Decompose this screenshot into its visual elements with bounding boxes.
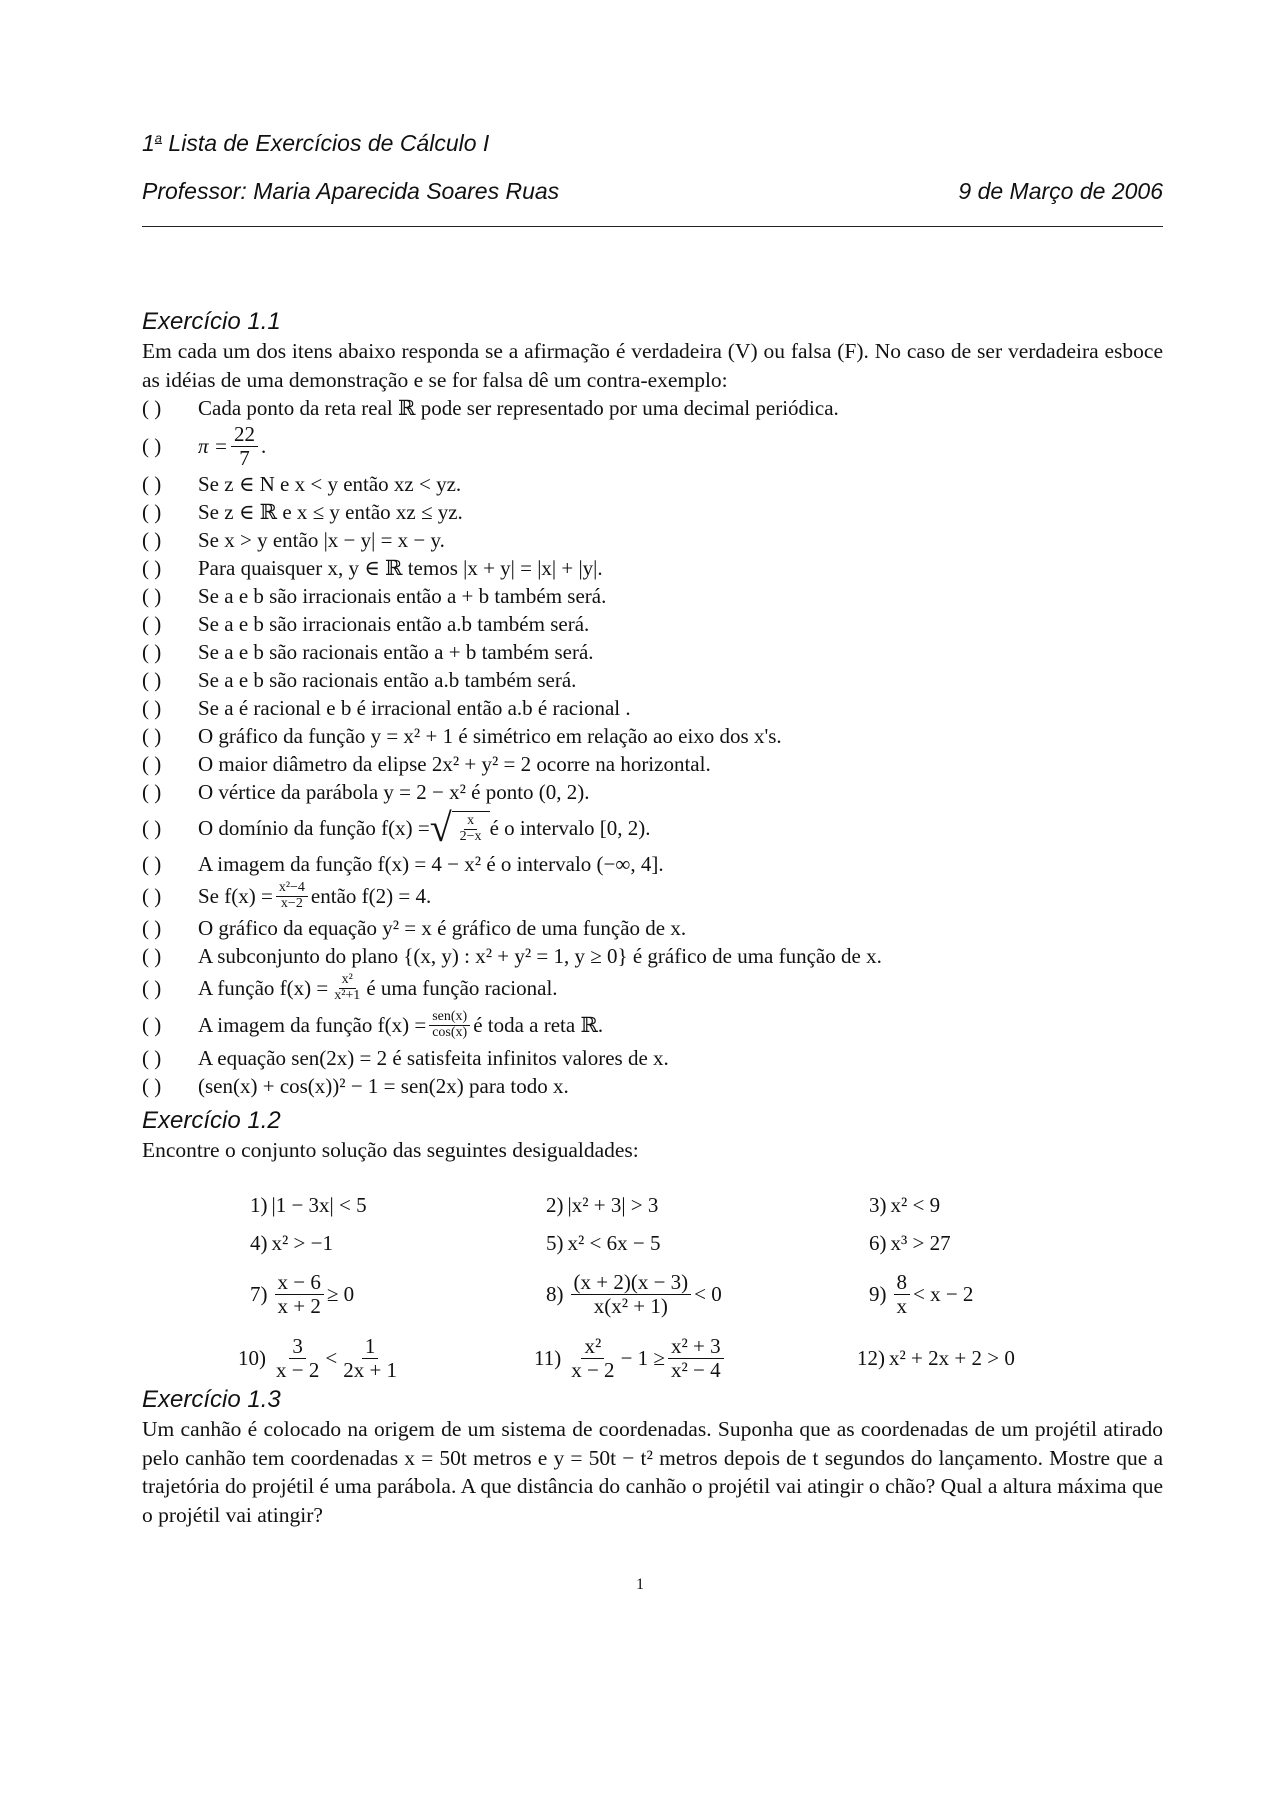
inequality-5: 5) x² < 6x − 5: [546, 1230, 661, 1255]
list-item: ( ) A equação sen(2x) = 2 é satisfeita infinitos valores de x.: [142, 1045, 669, 1070]
exercise-1-3-title: Exercício 1.3: [142, 1386, 281, 1413]
answer-blank: ( ): [142, 395, 162, 420]
exercise-1-2-intro: Encontre o conjunto solução das seguintes desigualdades:: [142, 1138, 639, 1162]
list-item: ( ) Se a e b são irracionais então a + b também será.: [142, 583, 607, 608]
list-item: ( ) A imagem da função f(x) = $\frac{\text{sen(x)}}{\cos(x)}$ é toda a reta ℝ.: [142, 1008, 604, 1040]
list-number: 1: [142, 130, 155, 156]
answer-blank: ( ): [142, 611, 162, 636]
answer-blank: ( ): [142, 499, 162, 524]
answer-blank: ( ): [142, 1045, 162, 1070]
answer-blank: ( ): [142, 915, 162, 940]
answer-blank: ( ): [142, 695, 162, 720]
fraction: $\frac{\text{x²−4}}{x-2}$: [276, 881, 308, 911]
list-item: ( ) A subconjunto do plano {(x, y) : x² + y² = 1, y ≥ 0} é gráfico de uma função de x.: [142, 943, 882, 968]
inequality-3: 3) x² < 9: [869, 1192, 941, 1217]
exercise-1-1-title: Exercício 1.1: [142, 308, 281, 335]
list-ordinal: a: [154, 130, 163, 146]
answer-blank: ( ): [142, 779, 162, 804]
answer-blank: ( ): [142, 667, 162, 692]
list-item: ( ) Se x > y então |x − y| = x − y.: [142, 527, 445, 552]
inequality-11: 11) $\frac{\text{x²}}{x - 2}$ − 1 ≥ $\frac{\text{x² + 3}}{\text{x² − 4}}$: [534, 1335, 727, 1380]
list-item: ( ) Para quaisquer x, y ∈ ℝ temos |x + y| = |x| + |y|.: [142, 555, 603, 580]
inequality-6: 6) x³ > 27: [869, 1230, 951, 1255]
answer-blank: ( ): [142, 433, 162, 458]
inequality-12: 12) x² + 2x + 2 > 0: [857, 1345, 1015, 1370]
list-title-text: Lista de Exercícios de Cálculo I: [162, 130, 490, 156]
answer-blank: ( ): [142, 751, 162, 776]
professor-name: Professor: Maria Aparecida Soares Ruas: [142, 178, 560, 204]
list-item: ( ) O gráfico da equação y² = x é gráfico de uma função de x.: [142, 915, 687, 940]
answer-blank: ( ): [142, 943, 162, 968]
date: 9 de Março de 2006: [958, 178, 1163, 204]
inequality-9: 9) $\frac{8}{x}$ < x − 2: [869, 1270, 974, 1318]
header-divider: [142, 226, 1163, 227]
list-item: ( ) O maior diâmetro da elipse 2x² + y² = 2 ocorre na horizontal.: [142, 751, 711, 776]
fraction: $\frac{\text{x²}}{\text{x²+1}}$: [334, 971, 361, 1003]
answer-blank: ( ): [142, 1073, 162, 1098]
answer-blank: ( ): [142, 723, 162, 748]
inequality-8: 8) $\frac{(x + 2)(x - 3)}{\text{x(x² + 1)}}$ < 0: [546, 1270, 722, 1318]
exercise-1-2-title: Exercício 1.2: [142, 1107, 281, 1134]
answer-blank: ( ): [142, 471, 162, 496]
answer-blank: ( ): [142, 583, 162, 608]
list-item: ( ) π = $\frac{22}{7}$ .: [142, 422, 267, 470]
exercise-1-3-text: Um canhão é colocado na origem de um sistema de coordenadas. Suponha que as coordenadas de um projétil atirado pelo canhão tem coordenadas x = 50t metros e y = 50t − t² metros depois de t segundos do lançamento. Mostre que a trajetória do projétil é uma parábola. A que distância do canhão o projétil vai atingir o chão? Qual a altura máxima que o projétil vai atingir?: [142, 1417, 1163, 1527]
list-item: ( ) (sen(x) + cos(x))² − 1 = sen(2x) para todo x.: [142, 1073, 569, 1098]
list-item: ( ) Cada ponto da reta real ℝ pode ser representado por uma decimal periódica.: [142, 395, 839, 420]
list-item: ( ) O gráfico da função y = x² + 1 é simétrico em relação ao eixo dos x's.: [142, 723, 782, 748]
exercise-1-1-intro: Em cada um dos itens abaixo responda se a afirmação é verdadeira (V) ou falsa (F). No caso de ser verdadeira esboce as idéias de uma demonstração e se for falsa dê um contra-exemplo:: [142, 339, 1163, 392]
page-number: 1: [636, 1576, 644, 1593]
inequalities-grid: [142, 1186, 1163, 1390]
answer-blank: ( ): [142, 639, 162, 664]
inequality-row: [142, 1262, 1163, 1326]
true-false-list: [142, 394, 1163, 1100]
inequality-1: 1) |1 − 3x| < 5: [250, 1192, 367, 1217]
inequality-4: 4) x² > −1: [250, 1230, 333, 1255]
inequality-2: 2) |x² + 3| > 3: [546, 1192, 659, 1217]
inequality-7: 7) $\frac{x - 6}{x + 2}$ ≥ 0: [250, 1270, 355, 1318]
fraction: $\frac{\text{sen(x)}}{\cos(x)}$: [429, 1010, 470, 1040]
answer-blank: ( ): [142, 851, 162, 876]
inequality-10: 10) $\frac{3}{x - 2}$ < $\frac{1}{2x + 1}$: [238, 1334, 398, 1382]
list-item: ( ) Se a e b são racionais então a + b também será.: [142, 639, 594, 664]
list-item: ( ) A função f(x) = $\frac{\text{x²}}{\text{x²+1}}$ é uma função racional.: [142, 971, 558, 1003]
list-item: ( ) Se a e b são racionais então a.b também será.: [142, 667, 577, 692]
list-item: ( ) Se z ∈ N e x < y então xz < yz.: [142, 471, 462, 496]
inequality-row: [142, 1186, 1163, 1224]
list-item: ( ) Se a e b são irracionais então a.b também será.: [142, 611, 590, 636]
answer-blank: ( ): [142, 1012, 162, 1037]
list-item: ( ) Se f(x) = $\frac{\text{x²−4}}{x-2}$ então f(2) = 4.: [142, 879, 432, 911]
square-root: √ $\frac{x}{2-x}$: [430, 808, 490, 848]
answer-blank: ( ): [142, 975, 162, 1000]
answer-blank: ( ): [142, 883, 162, 908]
fraction: $\frac{22}{7}$: [231, 423, 258, 468]
list-item: ( ) O domínio da função f(x) = √ $\frac{x}{2-x}$ é o intervalo [0, 2).: [142, 805, 651, 850]
list-item: ( ) O vértice da parábola y = 2 − x² é ponto (0, 2).: [142, 779, 590, 804]
answer-blank: ( ): [142, 555, 162, 580]
list-item: ( ) A imagem da função f(x) = 4 − x² é o intervalo (−∞, 4].: [142, 851, 664, 876]
inequality-row: [142, 1326, 1163, 1390]
answer-blank: ( ): [142, 527, 162, 552]
list-item: ( ) Se a é racional e b é irracional então a.b é racional .: [142, 695, 631, 720]
list-title: [142, 130, 489, 157]
answer-blank: ( ): [142, 815, 162, 840]
list-item: ( ) Se z ∈ ℝ e x ≤ y então xz ≤ yz.: [142, 499, 463, 524]
inequality-row: [142, 1224, 1163, 1262]
